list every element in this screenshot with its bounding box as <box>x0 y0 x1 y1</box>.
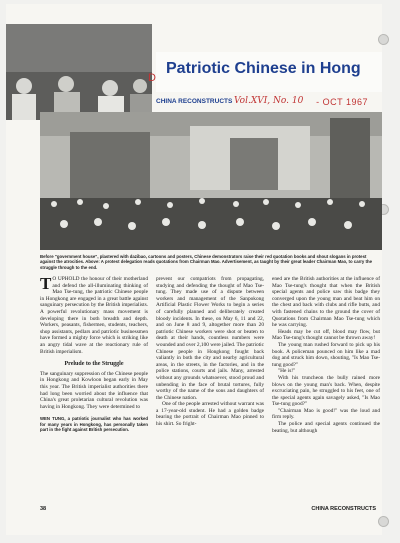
binder-hole <box>378 34 389 45</box>
section-heading: Prelude to the Struggle <box>64 361 124 368</box>
handwritten-mark: D <box>148 72 156 84</box>
article-column-3 <box>272 276 380 434</box>
drop-cap: T <box>40 274 52 293</box>
article-paragraph: "He is!" <box>278 368 296 375</box>
protest-delegation-photo <box>6 24 152 120</box>
page-title: Patriotic Chinese in Hong <box>166 60 361 77</box>
source-line <box>156 98 382 112</box>
footer-magazine: CHINA RECONSTRUCTS <box>311 506 376 512</box>
page-number: 38 <box>40 506 47 512</box>
article-paragraph: prevent our compatriots from propagating, studying and defending the thought of Mao Tse-tung. They made use of a dispute between workers and management of the Sanpokong Artificial Plastic Flower Works to begin a series of carefully planned and deliberately created bloody incidents. In these, on May 6, 11 and 22, and on June 8 and 9, altogether more than 20 patriotic Chinese workers were shot or beaten to death at their hands, countless numbers were wounded and over 2,100 were jailed. The patriotic Chinese people in Hongkong fought back valiantly in both the city and nearby agricultural areas, in the streets, in the factories, and in the police stations, courts and jails. Many, arrested without any grounds whatsoever, stood proud and unbending in the face of brutal tortures, fully worthy of the name of the sons and daughters of the Chinese nation. <box>156 276 264 401</box>
article-paragraph: Heads may be cut off, blood may flow, but Mao Tse-tung's thought cannot be thrown away! <box>272 328 380 342</box>
article-paragraph: ened are the British authorities at the influence of Mao Tse-tung's thought that when the British special agents and police saw this badge they converged upon the young man and beat him on the chest and back with clubs and rifle butts, and with fastened chains to the ground the cover of Quotations from Chairman Mao Tse-tung which he was carrying. <box>272 276 380 329</box>
magazine-page <box>6 4 382 535</box>
handwritten-volume: Vol.XVI, No. 10 <box>234 96 304 106</box>
article-column-1 <box>40 276 148 432</box>
article-paragraph: One of the people arrested without warrant was a 17-year-old student. He had a golden badge bearing the portrait of Chairman Mao pinned to his shirt. So fright- <box>156 401 264 428</box>
government-house-photo <box>40 112 382 250</box>
article-column-2 <box>156 276 264 428</box>
binder-hole <box>378 516 389 527</box>
article-paragraph: The young man rushed forward to pick up his book. A policeman pounced on him like a mad dog and struck him down, shouting, "Is Mao Tse-tung good?" <box>272 341 380 368</box>
author-note: WEN TUNG, a patriotic journalist who has worked for many years in Hongkong, has personally taken part in the fight against British persecution. <box>40 416 148 432</box>
photo-caption: Before "government house", plastered with dazibao, cartoons and posters, Chinese demonstrators raise their red quotation books and shout slogans in protest against the atrocities. Above: A protest delegation reads quotations from Chairman Mao. Advertisement, as taught by their great leader Chairman Mao, to carry the struggle through to the end. <box>40 254 372 270</box>
date-stamp: - OCT 1967 <box>316 97 368 107</box>
title-strip <box>148 52 382 92</box>
article-paragraph: The police and special agents continued the beating, but although <box>272 421 380 434</box>
article-paragraph: "Chairman Mao is good!" was the loud and firm reply. <box>272 407 380 421</box>
article-paragraph: The sanguinary suppression of the Chinese people in Hongkong and Kowloon began early in May this year. The British imperialist authorities there had long been worried about the influence that China's great proletarian cultural revolution was having in Hongkong. They were determined to <box>40 370 148 410</box>
article-body <box>40 276 382 502</box>
article-paragraph: O UPHOLD the honour of their motherland and defend the all-illuminating thinking of Mao Tse-tung, the patriotic Chinese people in Hongkong are engaged in a great battle against sanguinary persecution by the British imperialists. A powerful revolutionary mass movement is developing there in both breadth and depth. Workers, peasants, fishermen, students, teachers, shop assistants, pedlars and patriotic businessmen have formed a mighty force which is striking like an angry tidal wave at the reactionary rule of British imperialism. <box>40 276 148 355</box>
article-paragraph: With his truncheon the bully rained more blows on the young man's back. When, despite excruciating pain, he struggled to his feet, one of the special agents again savagely asked, "Is Mao Tse-tung good?" <box>272 374 380 408</box>
source-label: CHINA RECONSTRUCTS <box>156 98 233 105</box>
